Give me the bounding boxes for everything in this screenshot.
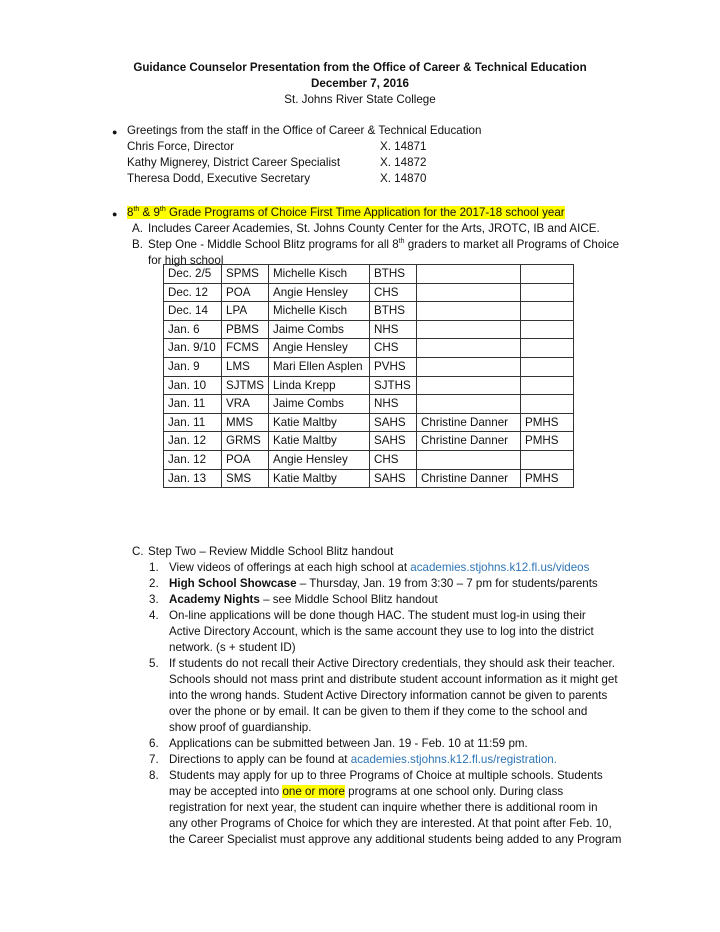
table-cell <box>521 450 574 469</box>
table-cell: LMS <box>222 357 269 376</box>
videos-link[interactable]: academies.stjohns.k12.fl.us/videos <box>410 561 590 574</box>
step-two-item-8-line: any other Programs of Choice for which they are interested. At that point after Feb. 10, <box>169 817 612 830</box>
table-cell: Jan. 11 <box>164 413 222 432</box>
table-cell: PMHS <box>521 469 574 488</box>
table-cell: PBMS <box>222 320 269 339</box>
table-cell: Michelle Kisch <box>269 265 370 284</box>
table-cell: NHS <box>370 395 417 414</box>
item-label: A. <box>132 222 143 235</box>
table-cell: NHS <box>370 320 417 339</box>
table-cell: Dec. 2/5 <box>164 265 222 284</box>
table-row <box>164 339 574 358</box>
greetings-intro: Greetings from the staff in the Office of Career & Technical Education <box>127 124 482 137</box>
staff-ext: X. 14872 <box>380 156 427 169</box>
step-two-item-3: Academy Nights – see Middle School Blitz handout <box>169 593 438 606</box>
bullet-icon: ● <box>112 209 118 219</box>
document-title: Guidance Counselor Presentation from the Office of Career & Technical Education <box>133 61 587 74</box>
table-cell: Katie Maltby <box>269 469 370 488</box>
table-cell: POA <box>222 283 269 302</box>
table-cell <box>417 339 521 358</box>
table-cell: CHS <box>370 339 417 358</box>
highlight-one-or-more: one or more <box>282 785 345 798</box>
list-number: 7. <box>149 753 159 766</box>
step-two-item-6: Applications can be submitted between Jan. 19 - Feb. 10 at 11:59 pm. <box>169 737 528 750</box>
table-cell: GRMS <box>222 432 269 451</box>
list-number: 4. <box>149 609 159 622</box>
step-two-item-4-line: Active Directory Account, which is the same account they use to log into the district <box>169 625 594 638</box>
step-two-item-5-line: into the wrong hands. Student Active Directory information cannot be given to parents <box>169 689 608 702</box>
step-two-item-8-line: registration for next year, the student can inquire whether there is additional room in <box>169 801 598 814</box>
table-cell: Katie Maltby <box>269 413 370 432</box>
table-cell: Jaime Combs <box>269 395 370 414</box>
table-row <box>164 450 574 469</box>
table-cell: MMS <box>222 413 269 432</box>
table-row <box>164 320 574 339</box>
table-cell <box>521 302 574 321</box>
table-cell <box>521 339 574 358</box>
table-cell: SJTHS <box>370 376 417 395</box>
table-cell <box>417 376 521 395</box>
table-row <box>164 283 574 302</box>
table-cell: Jaime Combs <box>269 320 370 339</box>
table-cell <box>417 302 521 321</box>
table-cell: Jan. 12 <box>164 450 222 469</box>
registration-link[interactable]: academies.stjohns.k12.fl.us/registration. <box>350 753 557 766</box>
table-cell <box>417 450 521 469</box>
staff-name: Kathy Mignerey, District Career Specialist <box>127 156 341 169</box>
table-cell <box>417 265 521 284</box>
table-cell: PMHS <box>521 432 574 451</box>
list-number: 2. <box>149 577 159 590</box>
table-cell: SAHS <box>370 469 417 488</box>
table-cell: Michelle Kisch <box>269 302 370 321</box>
step-two-item-5-line: If students do not recall their Active Directory credentials, they should ask their teacher. <box>169 657 615 670</box>
table-cell: Jan. 12 <box>164 432 222 451</box>
table-row <box>164 413 574 432</box>
staff-ext: X. 14870 <box>380 172 427 185</box>
table-cell: Dec. 14 <box>164 302 222 321</box>
step-two-item-4-line: network. (s + student ID) <box>169 641 296 654</box>
table-cell: Jan. 6 <box>164 320 222 339</box>
table-cell: Jan. 13 <box>164 469 222 488</box>
table-cell: SAHS <box>370 432 417 451</box>
list-number: 8. <box>149 769 159 782</box>
step-two-item-5-line: Schools should not mass print and distribute student account information as it might get <box>169 673 618 686</box>
document-location: St. Johns River State College <box>284 93 436 106</box>
item-b-text-line2: for high school <box>148 254 224 267</box>
table-cell: SPMS <box>222 265 269 284</box>
table-cell <box>417 357 521 376</box>
table-row <box>164 302 574 321</box>
step-two-item-1: View videos of offerings at each high school at academies.stjohns.k12.fl.us/videos <box>169 561 590 574</box>
list-number: 1. <box>149 561 159 574</box>
table-row <box>164 469 574 488</box>
table-row <box>164 432 574 451</box>
table-cell: Mari Ellen Asplen <box>269 357 370 376</box>
step-two-item-5-line: show proof of guardianship. <box>169 721 312 734</box>
table-cell: Jan. 9 <box>164 357 222 376</box>
table-cell <box>521 283 574 302</box>
table-cell: CHS <box>370 283 417 302</box>
table-cell: PVHS <box>370 357 417 376</box>
table-cell: Jan. 10 <box>164 376 222 395</box>
table-row <box>164 376 574 395</box>
table-cell: SJTMS <box>222 376 269 395</box>
table-cell <box>521 357 574 376</box>
item-a-text: Includes Career Academies, St. Johns County Center for the Arts, JROTC, IB and AICE. <box>148 222 600 235</box>
document-date: December 7, 2016 <box>311 77 409 90</box>
table-cell <box>521 320 574 339</box>
table-cell: Jan. 11 <box>164 395 222 414</box>
blitz-schedule-table <box>163 264 574 488</box>
table-cell <box>417 395 521 414</box>
list-number: 3. <box>149 593 159 606</box>
table-cell: FCMS <box>222 339 269 358</box>
bullet-icon: ● <box>112 127 118 137</box>
table-row <box>164 395 574 414</box>
table-cell <box>521 395 574 414</box>
table-cell: Linda Krepp <box>269 376 370 395</box>
step-two-item-8-line: Students may apply for up to three Programs of Choice at multiple schools. Students <box>169 769 603 782</box>
table-cell: VRA <box>222 395 269 414</box>
table-cell <box>417 283 521 302</box>
table-row <box>164 265 574 284</box>
programs-heading: 8th & 9th Grade Programs of Choice First Time Application for the 2017-18 school year <box>127 206 565 219</box>
table-cell: Dec. 12 <box>164 283 222 302</box>
step-two-item-8-line: the Career Specialist must approve any additional students being added to any Program <box>169 833 622 846</box>
step-two-item-4-line: On-line applications will be done though HAC. The student must log-in using their <box>169 609 586 622</box>
table-cell: BTHS <box>370 302 417 321</box>
staff-ext: X. 14871 <box>380 140 427 153</box>
table-cell <box>521 376 574 395</box>
table-cell: Katie Maltby <box>269 432 370 451</box>
item-label: C. <box>132 545 144 558</box>
table-cell: Angie Hensley <box>269 339 370 358</box>
list-number: 5. <box>149 657 159 670</box>
step-two-item-2: High School Showcase – Thursday, Jan. 19 from 3:30 – 7 pm for students/parents <box>169 577 598 590</box>
step-two-title: Step Two – Review Middle School Blitz handout <box>148 545 394 558</box>
item-label: B. <box>132 238 143 251</box>
table-row <box>164 357 574 376</box>
table-cell: POA <box>222 450 269 469</box>
staff-name: Theresa Dodd, Executive Secretary <box>127 172 311 185</box>
table-cell: BTHS <box>370 265 417 284</box>
table-cell: PMHS <box>521 413 574 432</box>
table-cell: Jan. 9/10 <box>164 339 222 358</box>
step-two-item-5-line: over the phone or by email. It can be given to them if they come to the school and <box>169 705 588 718</box>
staff-name: Chris Force, Director <box>127 140 234 153</box>
table-cell <box>521 265 574 284</box>
table-cell: SAHS <box>370 413 417 432</box>
table-cell: Christine Danner <box>417 432 521 451</box>
table-cell: SMS <box>222 469 269 488</box>
item-b-text: Step One - Middle School Blitz programs for all 8th graders to market all Programs of Choice <box>148 238 620 251</box>
step-two-item-8-line: may be accepted into one or more programs at one school only. During class <box>169 785 564 798</box>
table-cell: Angie Hensley <box>269 450 370 469</box>
table-cell: Angie Hensley <box>269 283 370 302</box>
table-cell: Christine Danner <box>417 469 521 488</box>
step-two-item-7: Directions to apply can be found at academies.stjohns.k12.fl.us/registration. <box>169 753 557 766</box>
list-number: 6. <box>149 737 159 750</box>
table-cell <box>417 320 521 339</box>
table-cell: LPA <box>222 302 269 321</box>
table-cell: CHS <box>370 450 417 469</box>
table-cell: Christine Danner <box>417 413 521 432</box>
